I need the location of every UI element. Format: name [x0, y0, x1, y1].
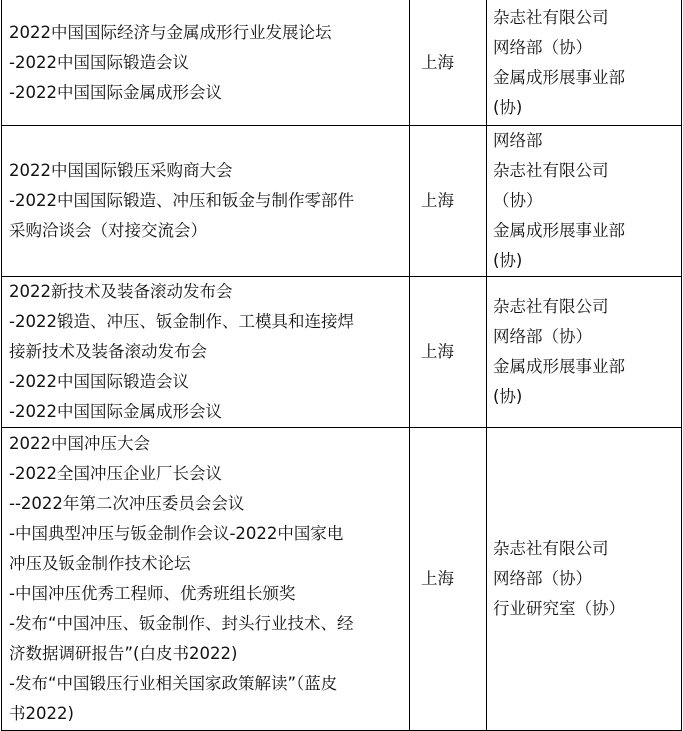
- event-line: -2022中国国际金属成形会议: [9, 402, 222, 421]
- organizer-line: 金属成形展事业部: [493, 67, 625, 87]
- organizer-line: 行业研究室（协）: [493, 599, 625, 618]
- organizer-line: 杂志社有限公司: [493, 161, 609, 180]
- organizer-line: 网络部（协）: [493, 327, 592, 346]
- event-line: -发布“中国锻压行业相关国家政策解读”（蓝皮: [9, 674, 338, 693]
- event-line: -2022中国国际金属成形会议: [9, 82, 222, 102]
- organizer-cell: [487, 126, 682, 277]
- organizer-line: (协): [493, 387, 523, 406]
- event-line: -中国冲压优秀工程师、优秀班组长颁奖: [9, 584, 296, 603]
- events-table-body: [2, 0, 682, 731]
- location-cell: 上海: [410, 126, 487, 277]
- organizer-line: 杂志社有限公司: [493, 7, 609, 27]
- event-line: --2022年第二次冲压委员会会议: [9, 494, 245, 513]
- organizer-line: (协): [493, 251, 523, 270]
- event-line: -2022全国冲压企业厂长会议: [9, 464, 222, 483]
- table-row: [2, 126, 682, 277]
- organizer-line: （协）: [493, 191, 543, 210]
- table-row: [2, 0, 682, 126]
- event-cell: [2, 0, 410, 126]
- event-line: 2022新技术及装备滚动发布会: [9, 282, 233, 301]
- events-table: [1, 0, 682, 731]
- event-line: -2022中国国际锻造会议: [9, 52, 189, 72]
- event-line: -2022中国国际锻造会议: [9, 372, 189, 391]
- event-line: 书2022): [9, 704, 74, 723]
- location-cell: 上海: [410, 277, 487, 428]
- event-line: 2022中国国际经济与金属成形行业发展论坛: [9, 22, 332, 42]
- event-line: 冲压及钣金制作技术论坛: [9, 554, 191, 573]
- event-line: -中国典型冲压与钣金制作会议-2022中国家电: [9, 524, 344, 543]
- location-cell: 上海: [410, 428, 487, 731]
- event-line: -2022中国国际锻造、冲压和钣金与制作零部件: [9, 191, 354, 210]
- event-cell: [2, 277, 410, 428]
- event-line: 2022中国冲压大会: [9, 434, 150, 453]
- organizer-cell: [487, 0, 682, 126]
- location-cell: 上海: [410, 0, 487, 126]
- organizer-line: 网络部（协）: [493, 37, 592, 57]
- organizer-line: 杂志社有限公司: [493, 539, 609, 558]
- event-line: 2022中国国际锻压采购商大会: [9, 161, 233, 180]
- event-line: -2022锻造、冲压、钣金制作、工模具和连接焊: [9, 312, 354, 331]
- table-row: [2, 428, 682, 731]
- organizer-cell: [487, 428, 682, 731]
- event-line: 济数据调研报告”(白皮书2022): [9, 644, 238, 663]
- organizer-line: 金属成形展事业部: [493, 221, 625, 240]
- event-line: -发布“中国冲压、钣金制作、封头行业技术、经: [9, 614, 354, 633]
- organizer-line: (协): [493, 97, 523, 117]
- event-line: 接新技术及装备滚动发布会: [9, 342, 207, 361]
- organizer-line: 网络部: [493, 131, 543, 150]
- event-cell: [2, 428, 410, 731]
- organizer-line: 金属成形展事业部: [493, 357, 625, 376]
- organizer-cell: [487, 277, 682, 428]
- table-row: [2, 277, 682, 428]
- organizer-line: 杂志社有限公司: [493, 297, 609, 316]
- event-cell: [2, 126, 410, 277]
- organizer-line: 网络部（协）: [493, 569, 592, 588]
- event-line: 采购洽谈会（对接交流会）: [9, 221, 207, 240]
